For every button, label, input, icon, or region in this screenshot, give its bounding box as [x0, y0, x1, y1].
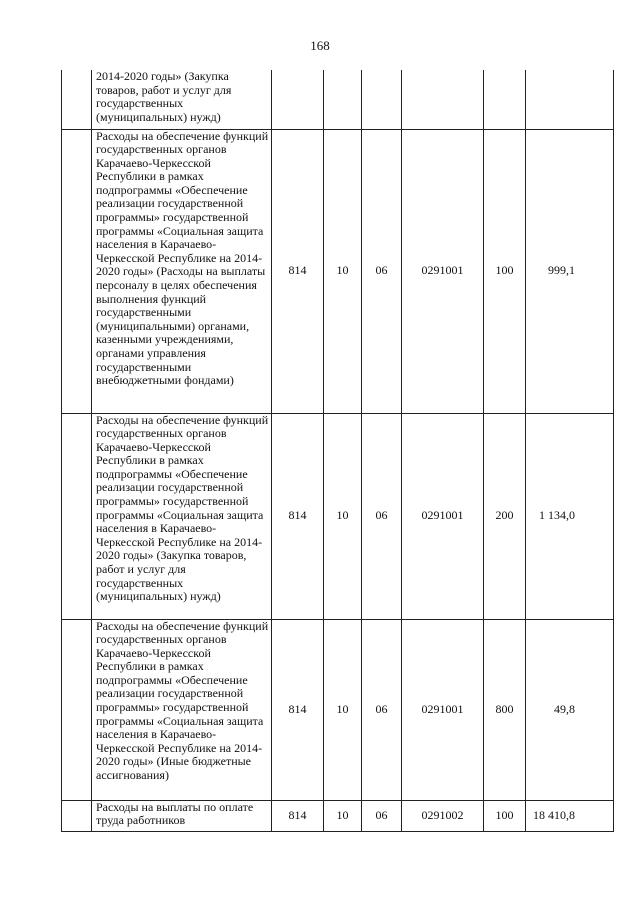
ministry-code: 814: [272, 129, 324, 413]
amount: 18 410,8: [526, 800, 614, 831]
row-index-cell: [62, 129, 92, 413]
expense-name: Расходы на выплаты по оплате труда работников: [92, 800, 272, 831]
amount: 1 134,0: [526, 413, 614, 619]
ministry-code: 814: [272, 800, 324, 831]
expense-name: Расходы на обеспечение функций государственных органов Карачаево-Черкесской Республики в рамках подпрограммы «Обеспечение реализации государственной программы» государственной программы «Социальная защита населения в Карачаево-Черкесской Республике на 2014-2020 годы» (Закупка товаров, работ и услуг для государственных (муниципальных) нужд): [92, 413, 272, 619]
target-code: 0291001: [402, 129, 484, 413]
expense-name: 2014-2020 годы» (Закупка товаров, работ и услуг для государственных (муниципальных) нужд): [92, 70, 272, 129]
expense-type-code: 200: [484, 413, 526, 619]
target-code: [402, 70, 484, 129]
ministry-code: 814: [272, 413, 324, 619]
expense-type-code: 800: [484, 619, 526, 800]
subsection-code: [362, 70, 402, 129]
ministry-code: [272, 70, 324, 129]
target-code: 0291001: [402, 619, 484, 800]
amount: 49,8: [526, 619, 614, 800]
expense-name: Расходы на обеспечение функций государственных органов Карачаево-Черкесской Республики в рамках подпрограммы «Обеспечение реализации государственной программы» государственной программы «Социальная защита населения в Карачаево-Черкесской Республике на 2014-2020 годы» (Расходы на выплаты персоналу в целях обеспечения выполнения функций государственными (муниципальными) органами, казенными учреждениями, органами управления государственными внебюджетными фондами): [92, 129, 272, 413]
row-index-cell: [62, 800, 92, 831]
amount: [526, 70, 614, 129]
expense-name: Расходы на обеспечение функций государственных органов Карачаево-Черкесской Республики в рамках подпрограммы «Обеспечение реализации государственной программы» государственной программы «Социальная защита населения в Карачаево-Черкесской Республике на 2014-2020 годы» (Иные бюджетные ассигнования): [92, 619, 272, 800]
section-code: 10: [324, 413, 362, 619]
expense-type-code: 100: [484, 129, 526, 413]
row-index-cell: [62, 619, 92, 800]
expense-type-code: [484, 70, 526, 129]
table-row: [62, 619, 614, 800]
subsection-code: 06: [362, 619, 402, 800]
ministry-code: 814: [272, 619, 324, 800]
amount: 999,1: [526, 129, 614, 413]
section-code: 10: [324, 129, 362, 413]
table-row: [62, 129, 614, 413]
section-code: 10: [324, 800, 362, 831]
page-number: 168: [310, 38, 330, 53]
target-code: 0291002: [402, 800, 484, 831]
subsection-code: 06: [362, 800, 402, 831]
subsection-code: 06: [362, 129, 402, 413]
table-row: [62, 800, 614, 831]
row-index-cell: [62, 413, 92, 619]
table-row: [62, 413, 614, 619]
section-code: [324, 70, 362, 129]
budget-table: [61, 70, 614, 832]
table-row: [62, 70, 614, 129]
target-code: 0291001: [402, 413, 484, 619]
expense-type-code: 100: [484, 800, 526, 831]
row-index-cell: [62, 70, 92, 129]
section-code: 10: [324, 619, 362, 800]
subsection-code: 06: [362, 413, 402, 619]
